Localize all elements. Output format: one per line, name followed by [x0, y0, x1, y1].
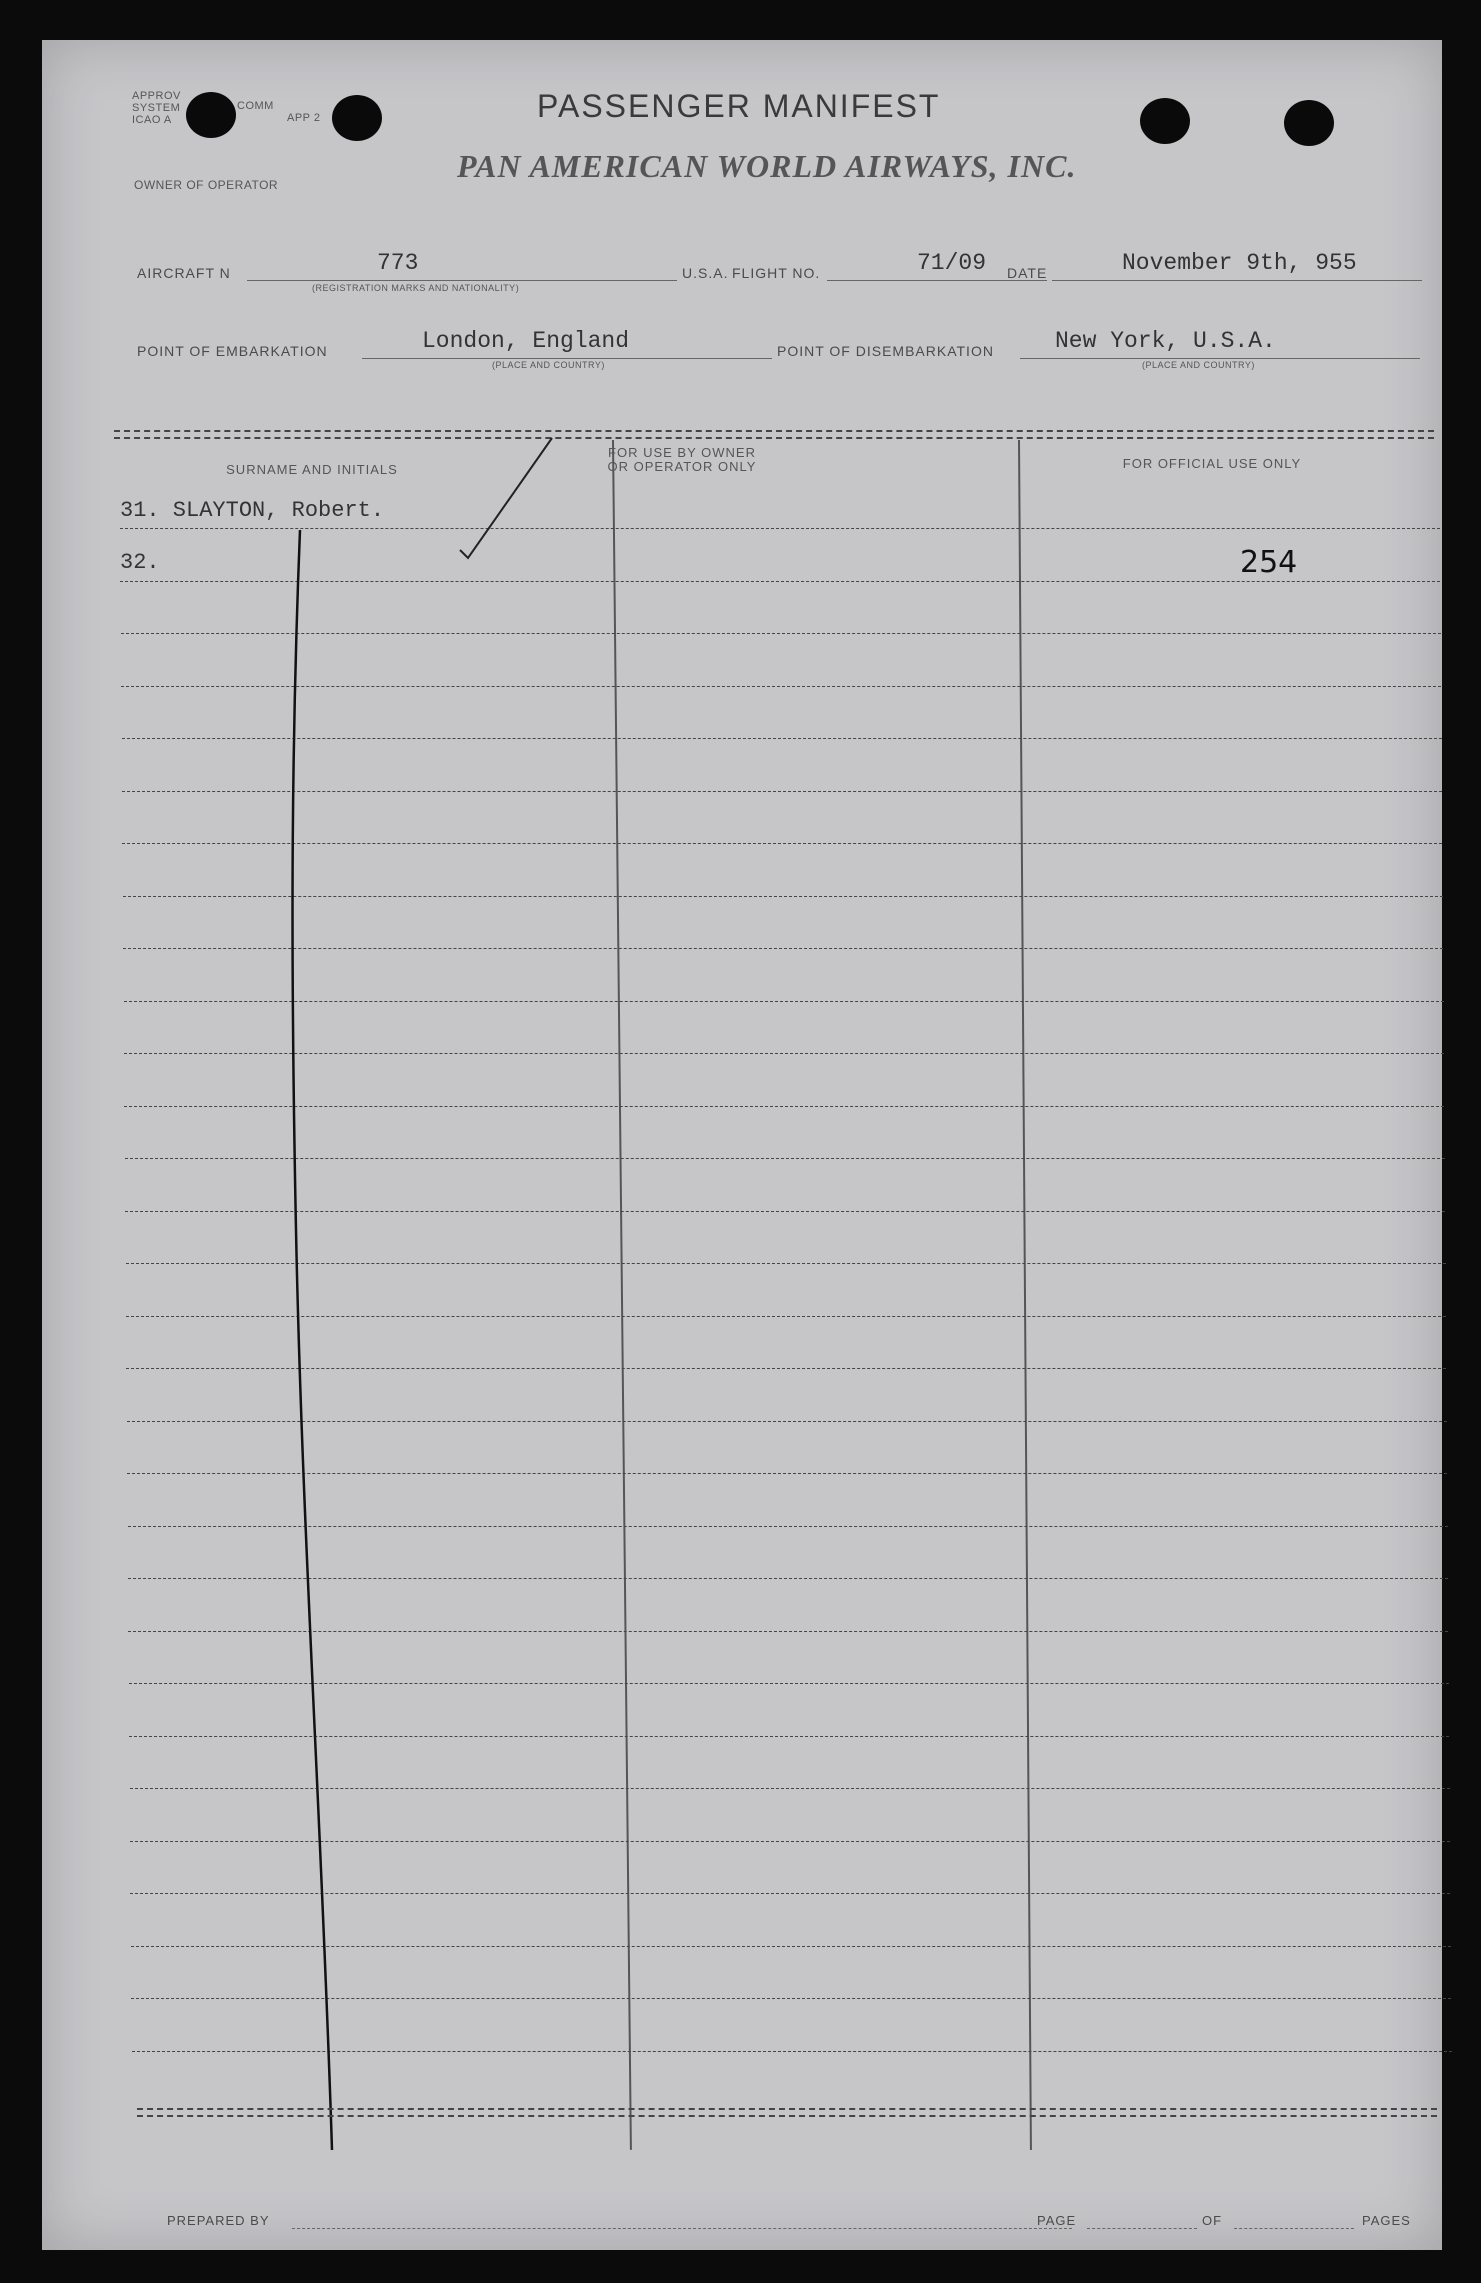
- col3-header: FOR OFFICIAL USE ONLY: [1122, 456, 1302, 471]
- aircraft-sub: (REGISTRATION MARKS AND NATIONALITY): [312, 283, 520, 293]
- footer-rule-bottom: [137, 2115, 1437, 2117]
- col2-header: [512, 446, 852, 474]
- handwritten-number: 254: [1240, 545, 1298, 580]
- aircraft-value: 773: [377, 250, 419, 276]
- punch-hole-left-b: [332, 95, 382, 141]
- page-label: PAGE: [1037, 2213, 1077, 2228]
- punch-hole-left-a: [186, 92, 236, 138]
- disembark-field: [1020, 330, 1420, 359]
- embark-field: [362, 330, 772, 359]
- approval-line2: SYSTEM: [132, 102, 181, 114]
- manifest-sheet: [42, 40, 1442, 2250]
- of-line: [1234, 2228, 1354, 2229]
- approval-suffix1: COMM: [237, 100, 274, 112]
- date-value: November 9th, 955: [1122, 250, 1357, 276]
- approval-line3: ICAO A: [132, 114, 172, 126]
- handwritten-vertical-line: [282, 530, 342, 2150]
- col1-header: SURNAME AND INITIALS: [226, 462, 398, 477]
- header-rule-top: [114, 430, 1434, 432]
- approval-suffix2: APP 2: [287, 112, 321, 124]
- pages-label: PAGES: [1362, 2213, 1411, 2228]
- disembark-label: POINT OF DISEMBARKATION: [777, 343, 994, 359]
- checkmark-icon: [452, 430, 562, 570]
- header-rule-bottom: [114, 437, 1434, 439]
- prepared-by-label: PREPARED BY: [167, 2213, 270, 2228]
- footer-rule-top: [137, 2108, 1437, 2110]
- flight-label: FLIGHT NO.: [732, 265, 821, 281]
- date-field: [1052, 252, 1422, 281]
- disembark-sub: (PLACE AND COUNTRY): [1142, 360, 1255, 370]
- row-rule: [120, 528, 1440, 529]
- entry-row-2: 32.: [120, 550, 160, 575]
- embark-value: London, England: [422, 328, 630, 354]
- embark-sub: (PLACE AND COUNTRY): [492, 360, 605, 370]
- owner-name: PAN AMERICAN WORLD AIRWAYS, INC.: [457, 148, 1077, 184]
- col2-header-line1: FOR USE BY OWNER: [608, 445, 756, 460]
- entry-row-1: 31. SLAYTON, Robert.: [120, 498, 385, 523]
- date-label: DATE: [1007, 265, 1048, 281]
- punch-hole-right-b: [1284, 100, 1334, 146]
- approval-line1: APPROV: [132, 90, 181, 102]
- flight-value: 71/09: [917, 250, 987, 276]
- prepared-by-line: [292, 2228, 1072, 2229]
- approval-block: [132, 90, 181, 126]
- page-line: [1087, 2228, 1197, 2229]
- col2-header-line2: OR OPERATOR ONLY: [607, 459, 757, 474]
- embark-label: POINT OF EMBARKATION: [137, 343, 328, 359]
- owner-label: OWNER OF OPERATOR: [134, 178, 279, 192]
- disembark-value: New York, U.S.A.: [1055, 328, 1276, 354]
- usa-label: U.S.A.: [682, 265, 729, 281]
- approval-suffix: [237, 100, 321, 124]
- aircraft-label: AIRCRAFT N: [137, 265, 231, 281]
- of-label: OF: [1202, 2213, 1223, 2228]
- page-title: PASSENGER MANIFEST: [537, 88, 941, 124]
- punch-hole-right-a: [1140, 98, 1190, 144]
- aircraft-field: [247, 252, 677, 281]
